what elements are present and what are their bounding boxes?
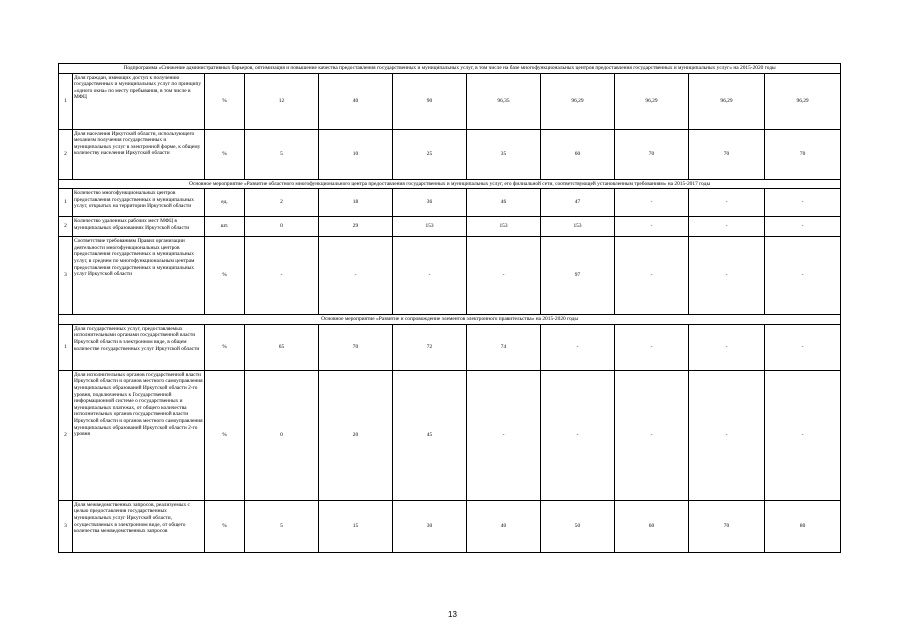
value-cell: 0 — [245, 370, 319, 500]
value-cell: - — [615, 217, 689, 237]
value-cell: - — [615, 324, 689, 370]
row-number: 1 — [59, 324, 73, 370]
value-cell: - — [689, 217, 765, 237]
table-row — [59, 129, 841, 179]
indicator-description: Количество удаленных рабочих мест МФЦ в муниципальных образованиях Иркутской области — [73, 217, 205, 237]
value-cell: 96,29 — [615, 73, 689, 129]
value-cell: - — [467, 370, 541, 500]
value-cell: 15 — [319, 500, 393, 552]
unit-cell: шт. — [205, 217, 245, 237]
indicator-description: Доля межведомственных запросов, реализуемых с целью предоставления государственных муниципальных услуг Иркутской области, осуществляемых в электронном виде, от общего количества межведомственных запросов — [73, 500, 205, 552]
value-cell: 40 — [319, 73, 393, 129]
value-cell: - — [467, 237, 541, 315]
row-number: 2 — [59, 217, 73, 237]
value-cell: 70 — [319, 324, 393, 370]
section-header-row — [59, 179, 841, 189]
indicator-description: Количество многофункциональных центров предоставления государственных и муниципальных услуг, открытых на территории Иркутской области — [73, 189, 205, 217]
unit-cell: % — [205, 129, 245, 179]
table-row — [59, 73, 841, 129]
section-header: Основное мероприятие «Развитие и сопровождение элементов электронного правительства» на 2015-2020 годы — [59, 315, 841, 325]
value-cell: 96,29 — [689, 73, 765, 129]
value-cell: 153 — [393, 217, 467, 237]
value-cell: 10 — [319, 129, 393, 179]
value-cell: 12 — [245, 73, 319, 129]
value-cell: 46 — [467, 189, 541, 217]
value-cell: 96,29 — [765, 73, 841, 129]
value-cell: - — [765, 217, 841, 237]
value-cell: - — [689, 324, 765, 370]
value-cell: - — [393, 237, 467, 315]
unit-cell: % — [205, 73, 245, 129]
value-cell: 153 — [467, 217, 541, 237]
indicator-description: Доля граждан, имеющих доступ к получению государственных и муниципальных услуг по принципу «одного окна» по месту пребывания, в том числе в МФЦ — [73, 73, 205, 129]
value-cell: - — [689, 370, 765, 500]
value-cell: 2 — [245, 189, 319, 217]
value-cell: 5 — [245, 500, 319, 552]
value-cell: - — [765, 189, 841, 217]
value-cell: 70 — [615, 129, 689, 179]
section-header-row — [59, 64, 841, 74]
indicator-description: Доля государственных услуг, предоставляемых исполнительными органами государственной власти Иркутской области в электронном виде, в общем количестве государственных услуг Иркутской области — [73, 324, 205, 370]
value-cell: - — [615, 237, 689, 315]
value-cell: 18 — [319, 189, 393, 217]
unit-cell: % — [205, 324, 245, 370]
section-header: Основное мероприятие «Развитие областного многофункционального центра предоставления государственных и муниципальных услуг, его филиальной сети, соответствующей установленным требованиям» на 2015-2017 годы — [59, 179, 841, 189]
value-cell: 50 — [541, 500, 615, 552]
value-cell: - — [689, 237, 765, 315]
value-cell: 40 — [467, 500, 541, 552]
table-row — [59, 189, 841, 217]
value-cell: - — [765, 324, 841, 370]
row-number: 3 — [59, 500, 73, 552]
row-number: 2 — [59, 129, 73, 179]
row-number: 3 — [59, 237, 73, 315]
value-cell: - — [319, 237, 393, 315]
indicator-description: Доля исполнительных органов государственной власти Иркутской области и органов местного самоуправления муниципальных образований Иркутской области 2-го уровня, подключенных к Государственной информационной системе о государственных и муниципальных платежах, от общего количества исполнительных органов государственной власти Иркутской области и органов местного самоуправления муниципальных образований Иркутской области 2-го уровня — [73, 370, 205, 500]
table-row — [59, 370, 841, 500]
value-cell: 96,29 — [541, 73, 615, 129]
unit-cell: % — [205, 237, 245, 315]
table-body — [59, 64, 841, 553]
value-cell: 65 — [245, 324, 319, 370]
value-cell: 25 — [393, 129, 467, 179]
value-cell: 0 — [245, 217, 319, 237]
value-cell: 74 — [467, 324, 541, 370]
value-cell: 153 — [541, 217, 615, 237]
value-cell: - — [765, 370, 841, 500]
row-number: 1 — [59, 189, 73, 217]
table-row — [59, 237, 841, 315]
value-cell: 70 — [689, 129, 765, 179]
section-header: Подпрограмма «Снижение административных барьеров, оптимизация и повышение качества предоставления государственных и муниципальных услуг, в том числе на базе многофункциональных центров предоставления государственных и муниципальных услуг» на 2015-2020 годы — [59, 64, 841, 74]
value-cell: 5 — [245, 129, 319, 179]
value-cell: 30 — [393, 500, 467, 552]
value-cell: 90 — [393, 73, 467, 129]
value-cell: - — [541, 370, 615, 500]
section-header-row — [59, 315, 841, 325]
unit-cell: % — [205, 500, 245, 552]
value-cell: 36 — [393, 189, 467, 217]
value-cell: 47 — [541, 189, 615, 217]
value-cell: - — [245, 237, 319, 315]
value-cell: - — [615, 370, 689, 500]
value-cell: 45 — [393, 370, 467, 500]
row-number: 1 — [59, 73, 73, 129]
value-cell: - — [615, 189, 689, 217]
page-number: 13 — [448, 610, 457, 619]
value-cell: 70 — [689, 500, 765, 552]
table-row — [59, 324, 841, 370]
indicator-description: Соответствие требованиям Правил организации деятельности многофункциональных центров предоставления государственных и муниципальных услуг, в среднем по многофункциональным центрам предоставления государственных и муниципальных услуг Иркутской области — [73, 237, 205, 315]
indicators-table — [58, 63, 841, 553]
unit-cell: % — [205, 370, 245, 500]
table-row — [59, 217, 841, 237]
value-cell: 35 — [467, 129, 541, 179]
value-cell: - — [541, 324, 615, 370]
value-cell: 80 — [765, 500, 841, 552]
value-cell: 72 — [393, 324, 467, 370]
value-cell: - — [765, 237, 841, 315]
value-cell: 20 — [319, 370, 393, 500]
value-cell: 96,35 — [467, 73, 541, 129]
value-cell: 97 — [541, 237, 615, 315]
value-cell: 60 — [615, 500, 689, 552]
indicator-description: Доля населения Иркутской области, использующего механизм получения государственных и муниципальных услуг в электронной форме, к общему количеству населения Иркутской области — [73, 129, 205, 179]
value-cell: 70 — [765, 129, 841, 179]
value-cell: 60 — [541, 129, 615, 179]
value-cell: 29 — [319, 217, 393, 237]
row-number: 2 — [59, 370, 73, 500]
table-row — [59, 500, 841, 552]
value-cell: - — [689, 189, 765, 217]
unit-cell: ед. — [205, 189, 245, 217]
